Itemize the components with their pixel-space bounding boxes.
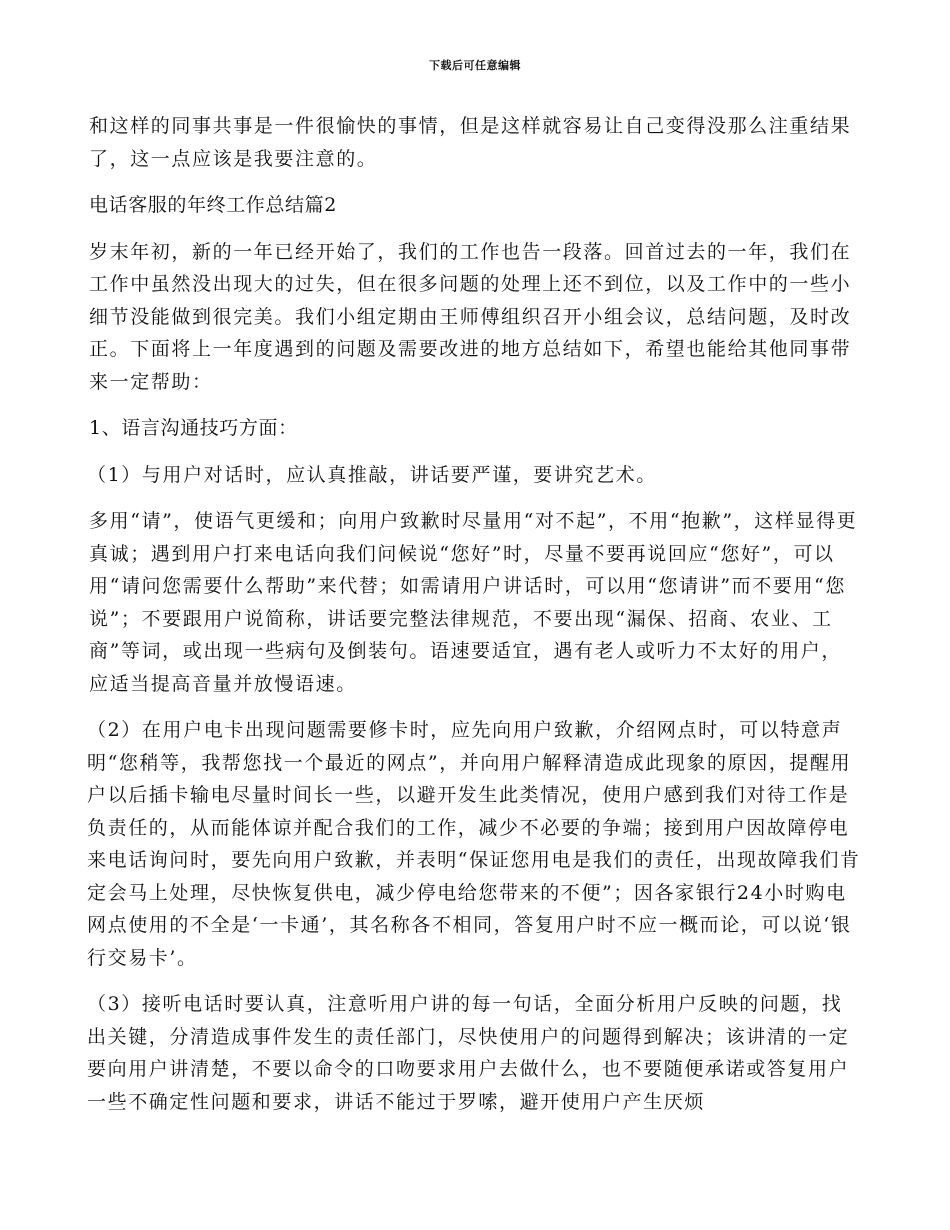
paragraph-intro-continuation: 和这样的同事共事是一件很愉快的事情，但是这样就容易让自己变得没那么注重结果了，这一点应该是我要注意的。: [89, 115, 852, 170]
page-header: 下载后可任意编辑: [429, 59, 521, 72]
sub-point-1-detail: 多用“请”，使语气更缓和；向用户致歉时尽量用“对不起”，不用“抱歉”，这样显得更真诚；遇到用户打来电话向我们问候说“您好”时，尽量不要再说回应“您好”，可以用“请问您需要什么帮助”来代替；如需请用户讲话时，可以用“您请讲”而不要用“您说”；不要跟用户说简称，讲话要完整法律规范，不要出现“漏保、招商、农业、工商”等词，或出现一些病句及倒装句。语速要适宜，遇有老人或听力不太好的用户，应适当提高音量并放慢语速。: [89, 510, 858, 695]
sub-point-1: （1）与用户对话时，应认真推敲，讲话要严谨，要讲究艺术。: [87, 463, 657, 486]
section-title: 电话客服的年终工作总结篇2: [89, 194, 337, 216]
paragraph-opening: 岁末年初，新的一年已经开始了，我们的工作也告一段落。回首过去的一年，我们在工作中虽然没出现大的过失，但在很多问题的处理上还不到位，以及工作中的一些小细节没能做到很完美。我们小组定期由王师傅组织召开小组会议，总结问题，及时改正。下面将上一年度遇到的问题及需要改进的地方总结如下，希望也能给其他同事带来一定帮助：: [89, 240, 852, 393]
sub-point-2: （2）在用户电卡出现问题需要修卡时，应先向用户致歉，介绍网点时，可以特意声明“您稍等，我帮您找一个最近的网点”，并向用户解释清造成此现象的原因，提醒用户以后插卡输电尽量时间长一些，以避开发生此类情况，使用户感到我们对待工作是负责任的，从而能体谅并配合我们的工作，减少不必要的争端；接到用户因故障停电来电话询问时，要先向用户致歉，并表明“保证您用电是我们的责任，出现故障我们肯定会马上处理，尽快恢复供电，减少停电给您带来的不便”；因各家银行24小时购电网点使用的不全是‘一卡通’，其名称各不相同，答复用户时不应一概而论，可以说‘银行交易卡’。: [87, 719, 861, 969]
document-body: [89, 110, 861, 1132]
point-1-title: 1、语言沟通技巧方面：: [89, 417, 298, 439]
sub-point-3: （3）接听电话时要认真，注意听用户讲的每一句话，全面分析用户反映的问题，找出关键，分清造成事件发生的责任部门，尽快使用户的问题得到解决；该讲清的一定要向用户讲清楚，不要以命令的口吻要求用户去做什么，也不要随便承诺或答复用户一些不确定性问题和要求，讲话不能过于罗嗦，避开使用户产生厌烦: [87, 993, 850, 1113]
